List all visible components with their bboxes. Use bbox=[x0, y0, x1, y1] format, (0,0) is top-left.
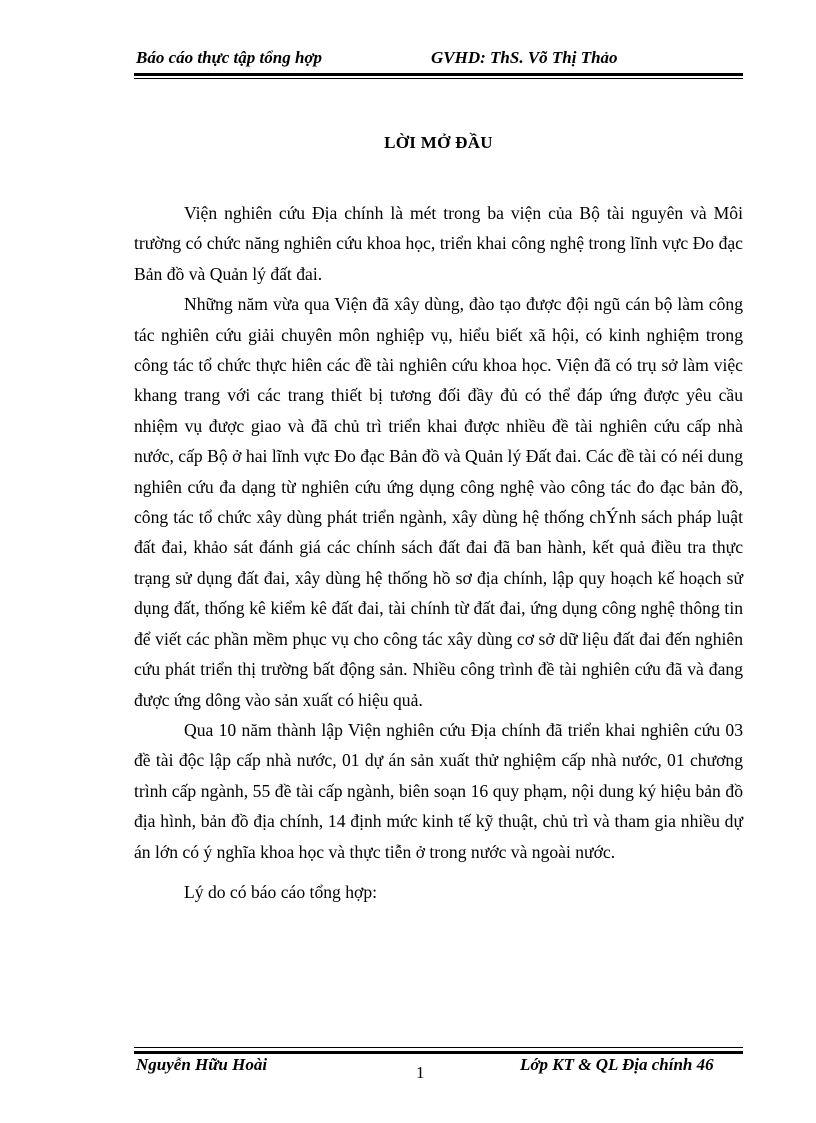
page-number: 1 bbox=[416, 1063, 425, 1082]
footer-class: Lớp KT & QL Địa chính 46 bbox=[520, 1055, 714, 1074]
header-report-title: Báo cáo thực tập tổng hợp bbox=[136, 48, 323, 67]
paragraph-2: Những năm vừa qua Viện đã xây dùng, đào tạo được đội ngũ cán bộ làm công tác nghiên cứu giải chuyên môn nghiệp vụ, hiểu biết xã hội, có kinh nghiệm trong công tác tổ chức thực hiên các đề tài nghiên cứu khoa học. Viện đã có trụ sở làm việc khang trang với các trang thiết bị tương đối đầy đủ có thể đáp ứng được yêu cầu nhiệm vụ được giao và đã chủ trì triển khai được nhiều đề tài nghiên cứu cấp nhà nước, cấp Bộ ở hai lĩnh vực Đo đạc Bản đồ và Quản lý Đất đai. Các đề tài có néi dung nghiên cứu đa dạng từ nghiên cứu ứng dụng công nghệ vào công tác đo đạc bản đồ, công tác tổ chức xây dùng phát triển ngành, xây dùng hệ thống chÝnh sách pháp luật đất đai, khảo sát đánh giá các chính sách đất đai đã ban hành, kết quả điều tra thực trạng sử dụng đất đai, xây dùng hệ thống hồ sơ địa chính, lập quy hoạch kế hoạch sử dụng đất, thống kê kiểm kê đất đai, tài chính từ đất đai, ứng dụng công nghệ thông tin để viết các phần mềm phục vụ cho công tác xây dùng cơ sở dữ liệu đất đai đến nghiên cứu phát triển thị trường bất động sản. Nhiều công trình đề tài nghiên cứu đã và đang được ứng dông vào sản xuất có hiệu quả. bbox=[134, 294, 743, 710]
footer-rule-thick bbox=[134, 1051, 743, 1054]
document-body bbox=[134, 198, 743, 907]
footer-author: Nguyễn Hữu Hoài bbox=[136, 1055, 268, 1074]
paragraph-4: Lý do có báo cáo tổng hợp: bbox=[184, 881, 378, 902]
header-supervisor: GVHD: ThS. Võ Thị Thảo bbox=[431, 48, 618, 67]
header-rule-thick bbox=[134, 73, 743, 76]
footer-rule-thin bbox=[134, 1047, 743, 1048]
page-header bbox=[134, 48, 744, 72]
page-title: LỜI MỞ ĐẦU bbox=[384, 133, 493, 152]
paragraph-1: Viện nghiên cứu Địa chính là mét trong ba viện của Bộ tài nguyên và Môi trường có chức năng nghiên cứu khoa học, triển khai công nghệ trong lĩnh vực Đo đạc Bản đồ và Quản lý đất đai. bbox=[134, 203, 743, 284]
header-rule-thin bbox=[134, 78, 743, 79]
paragraph-3: Qua 10 năm thành lập Viện nghiên cứu Địa chính đã triển khai nghiên cứu 03 đề tài độc lập cấp nhà nước, 01 dự án sản xuất thử nghiệm cấp nhà nước, 01 chương trình cấp ngành, 55 đề tài cấp ngành, biên soạn 16 quy phạm, nội dung ký hiệu bản đồ địa hình, bản đồ địa chính, 14 định mức kinh tế kỹ thuật, chủ trì và tham gia nhiều dự án lớn có ý nghĩa khoa học và thực tiễn ở trong nước và ngoài nước. bbox=[134, 719, 743, 862]
